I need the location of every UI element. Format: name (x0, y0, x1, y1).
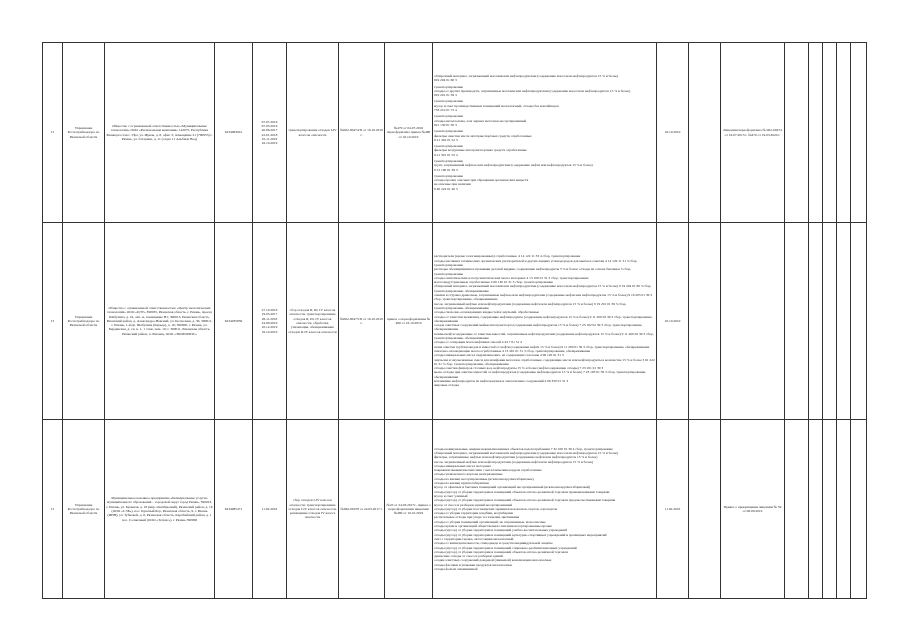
waste-entry: отходы минеральных масел гидравлических, не содержащих галогены 4 06 120 01 31 3 (434, 353, 564, 358)
waste-entry: 919 201 01 39 3 (434, 93, 457, 98)
waste-entry: песок, загрязненный нефтью или нефтепродуктами (содержание нефти или нефтепродуктов 15 % и более) 9 19 201 01 39 3 сбор, транспортирование, обезвреживание (434, 301, 627, 310)
licensee-address: Общество с ограниченной ответственностью «Центр экологических технологий» ООО «ЦЭТ» 390035, Рязанская область, г. Рязань, проезд Шабулина, д. 16, лит. А, помещение Н1; 390013, Рязанская область, Рязанский район, д. Александро-Невский, ул. Колхозная, д. 30, 390011, г. Рязань, 1-й пр. Шабулина (Карьер), д. 16; 390000, г. Рязань, ул. Бердянская, д. 14, к. 1, 1 этаж, пом. 10; г. 390011, Рязанская область, Рязанский район, п. Рязанец, ООО «ЭКОПОЛИС» (105, 223, 215, 420)
waste-entry: обтирочный материал, загрязненный маслами или нефтепродуктами (содержание масел или нефтепродуктов 15 % и более) 9 19 204 01 60 3 сбор, транспортирование, обезвреживание (434, 284, 652, 293)
license-note: Приказ о прекращении лицензии № 59 от 06.09.2019 (721, 420, 785, 599)
waste-entry: отходы от уборки помещений организаций, не загрязненные, малоопасные (434, 519, 546, 524)
waste-entry: отходы от зачистки хранилищ, содержащие нефтепродукты (содержание нефтепродуктов 15 % и более) 9 11 200 02 39 3 сбор, транспортирование, обезвреживание (434, 314, 653, 323)
waste-entry: отходы (мусор) от уборки территории и помещений социально-реабилитационных учреждений (434, 545, 577, 550)
date-entry: 10.12.2019 (261, 325, 278, 330)
waste-entry: транспортирование (434, 158, 463, 163)
waste-entry: шлам очистки трубопроводов и емкостей от нефти (содержание нефти 15 % и более) 9 11 200 01 39 3 сбор, транспортирование, обезвреживание (434, 344, 650, 349)
waste-entry: отходы из жилищ несортированные (исключая крупногабаритные) (434, 476, 534, 481)
date-entry: 20.06.2017 (261, 128, 278, 133)
authority-name: Управление Роспотребнадзора по Рязанской области (63, 420, 105, 599)
date-list (253, 223, 287, 420)
waste-entry: отходы от уборки территории кладбищ, колумбариев (434, 511, 514, 516)
empty-cell (851, 223, 867, 420)
waste-entry: жировые отходы (434, 383, 459, 388)
waste-entry: отходы прочих опасных при обращении органических веществ (434, 178, 529, 183)
waste-entry: отходы из жилищ крупногабаритные (434, 481, 490, 486)
waste-entry: фильтры воздушные автотранспортных средств отработанные (434, 148, 527, 153)
waste-entry: транспортирование (434, 99, 463, 104)
license-number: №062-00475/П от 16.10.2019 г. (339, 223, 385, 420)
waste-entry: отходы металлолома, лом черных металлов несортированный (434, 118, 527, 123)
licensee-address: Муниципальное казенное предприятие «Коммунальные услуги» муниципального образования – городской округ город Рязань, 390023, г. Рязань, ул. Бронная, д. 18 (мкр. Октябрьский), Рязанский район, д. 16 (ООО «СЭБ»), пос. Красный Бор, Рязанская область, 9, г. Рязань (ИНН), ул. Зубковой, д. 6, Рязанская область, Карабайский район, д. 1 пос. Солнечный (ООО «Тетрис»), г. Рязань 390006 (105, 420, 215, 599)
waste-entry: отходы (мусор) от уборки территории и помещений объектов оптово-розничной торговли промышленными товарами (434, 489, 610, 494)
waste-entry: смазочно-охлаждающие масла отработанные 4 13 401 01 31 3 сбор, транспортирование, обезвреживание (434, 348, 591, 353)
table-row (43, 43, 867, 223)
row-type: П (43, 223, 63, 420)
date-entry: 07.03.2016 (261, 123, 278, 128)
waste-entry: отходы коммунальные, жидкие неканализованных объектов водопотребления 7 32 100 01 30 4 сбор, транспортирование (434, 446, 613, 451)
inn-value: 6234085471 (215, 420, 253, 599)
empty-cell (851, 420, 867, 599)
waste-entry: всплывшие нефтепродукты из нефтеловушек и аналогичных сооружений 4 06 350 01 31 3 (434, 379, 569, 383)
waste-entry: отходы синтетических и полусинтетических масел моторных 4 13 100 01 31 3 сбор, транспортирование (434, 275, 589, 280)
waste-entry: отходы очистки фильтров сточных вод, нефтепродукты 15 % и более (нефтесодержащие отходы) 7 23 101 01 39 3 (434, 366, 604, 371)
waste-entry: мусор от сноса и разборки зданий несортированный (434, 502, 513, 507)
activity-type: транспортирование отходов I-IV классов опасности (287, 43, 339, 223)
waste-entry: обтирочный материал, загрязненный маслами или нефтепродуктами (содержание масел или нефтепродуктов 15 % и более) (434, 450, 619, 455)
table-row (43, 420, 867, 599)
waste-entry: масла индустриальные отработанные 4 06 130 01 31 3 сбор, транспортирование (434, 280, 553, 285)
waste-entry: транспортирование (434, 84, 463, 89)
date-entry: 11.02.2016 (261, 506, 278, 511)
waste-entry: отходы минеральных масел моторных (434, 463, 491, 468)
waste-entry: отходы (мусор) от уборки территории и помещений учебно-воспитательных учреждений (434, 528, 568, 533)
waste-entry: мыло-отходы при очистке емкостей от нефтепродуктов (содержание нефтепродуктов 15 % и более) 7 23 103 01 39 3 сбор, транспортирование, обезвреживание (434, 370, 647, 379)
empty-cell (785, 43, 809, 223)
waste-entry: отходы масляных технических органических растворителей и других жидких углеводородов для мытья и очистки 4 14 129 11 31 3 сбор, транспортирование (434, 258, 638, 267)
empty-cell (837, 223, 851, 420)
waste-entry: мусор и смет уличный (434, 493, 468, 498)
empty-cell (689, 43, 721, 223)
waste-entry: растительные отходы при уходе за газонами, цветниками (434, 515, 520, 520)
waste-entry: фильтры, загрязненные нефтью или нефтепродуктами (содержание нефти или нефтепродуктов 15 % и более) (434, 455, 598, 460)
waste-entry: транспортирование (434, 129, 463, 134)
date-entry: 19.05.2017 (261, 312, 278, 317)
waste-list (433, 223, 657, 420)
empty-cell (823, 43, 837, 223)
empty-cell (809, 43, 823, 223)
empty-cell (837, 43, 851, 223)
waste-entry: осадок очистных сооружений мойки автотранспорта (содержание нефтепродуктов 15 % и более) 7 23 102 02 39 3 сбор, транспортирование, обезвреживание (434, 323, 643, 332)
waste-entry: опилки и стружка древесные, загрязненные нефтью или нефтепродуктами (содержание нефти или нефтепродуктов 15 % и более) 9 19 205 01 39 3 сбор, транспортирование, обезвреживание (434, 293, 652, 302)
date-entry: 25.11.2019 (261, 136, 278, 141)
waste-entry: отходы (мусор) от уборки территории и помещений культурно-спортивных учреждений и зрелищных мероприятий (434, 532, 607, 537)
date-entry: 07.07.2016 (261, 119, 278, 124)
empty-cell (785, 223, 809, 420)
license-number: №062-00474/П от 16.10.2019 г. (339, 43, 385, 223)
waste-entry: отходы смазочно-охлаждающих жидкостей и эмульсий, обработанные (434, 310, 539, 315)
date-list (253, 43, 287, 223)
empty-cell (823, 420, 837, 599)
date-list (253, 420, 287, 599)
waste-entry: транспортирование (434, 114, 463, 119)
waste-entry: растворы обезжиривания и промывки деталей жидкие, содержащие нефтепродукты 5 % и более; отходы на основе бензинов 3 сбор, транспортирование (434, 267, 632, 276)
waste-entry: не опасные при наличии (434, 182, 471, 187)
waste-entry: мусор и смет производственных помещений малоопасный, отходы без контейнеров (434, 103, 559, 108)
waste-entry: 9 21 302 01 52 3 (434, 137, 458, 142)
waste-entry: песок, загрязненный нефтью или нефтепродуктами (содержание нефти или нефтепродуктов 15 % и более) (434, 459, 594, 464)
waste-entry: покрышки пневматических шин с металлическим кордом отработанные (434, 468, 542, 473)
inn-value: 6234035859 (215, 223, 253, 420)
waste-entry: отходы фольги алюминиевой (434, 567, 478, 571)
empty-cell (809, 223, 823, 420)
empty-cell (851, 43, 867, 223)
waste-entry: 921 130 01 50 3 (434, 122, 457, 127)
waste-entry: отходы от других производств, загрязненные маслами или нефтепродуктами (содержание масел или нефтепродуктов 15 % и более) (434, 88, 631, 93)
waste-entry: транспортирование (434, 173, 463, 178)
row-type: П (43, 43, 63, 223)
waste-list (433, 43, 657, 223)
waste-entry: отходы (мусор) от уборки территории и помещений объектов оптово-розничной торговли продовольственными товарами (434, 498, 616, 503)
licensee-address: Общество с ограниченной ответственностью «Муниципальные технологии» ООО «Региональная компания» 142075, Республика Башкортостан г. Уфа, ул. Жуков, д. 8, офис 3, помещение 21 (790953) г. Рязань, ул. Гагарина, д. 11 (отдел 11 Альбион Вод) (105, 43, 215, 223)
empty-cell (689, 223, 721, 420)
license-number: №062-00478 от 24.03.2017 г. (339, 420, 385, 599)
table-body (43, 43, 867, 599)
order-reference: №25 от 24.03.2017г., приказ о переоформлении лицензии №480 от 16.10.2019 (385, 420, 433, 599)
empty-cell (823, 223, 837, 420)
waste-entry: грунт, загрязненный нефтью или нефтепродуктами (содержание нефти или нефтепродуктов 15 % и более) (434, 163, 593, 168)
waste-entry: обтирочный материал, загрязненный маслами или нефтепродуктами (содержание масел или нефтепродуктов 15 % и более) (434, 73, 619, 78)
waste-entry: отходы (мусор) от уборки территории и помещений объектов оптово-розничной торговли (434, 549, 568, 554)
waste-entry: растворители (кроме галогенированных) отработанные, 4 14 122 11 33 4 сбор, транспортирование (434, 254, 581, 259)
date-entry: 22.01.2018 (261, 132, 278, 137)
waste-entry: 9 40 224 01 40 3 (434, 186, 458, 191)
waste-entry: отходы упаковочного картона незагрязненные (434, 472, 503, 477)
date-entry: 16.10.2019 (261, 329, 278, 334)
decision-date: 16.10.2019 (657, 223, 689, 420)
waste-entry: отходы кухни и организаций общественного питания несортированные прочие (434, 524, 552, 529)
waste-entry: 9 31 100 01 39 3 (434, 167, 458, 172)
waste-entry: фильтры очистки масла автотранспортных средств отработанные (434, 133, 532, 138)
waste-entry: эмульсии и эмульсионные смеси для шлифовки металлов отработанные, содержащие масла или нефтепродукты в количестве 15 % и более 3 61 222 01 31 3 сбор, транспортирование, обезвреживание (434, 357, 655, 366)
decision-date: 11.02.2016 (657, 420, 689, 599)
row-type: П (43, 420, 63, 599)
waste-list (433, 420, 657, 599)
waste-entry: транспортирование (434, 144, 463, 149)
waste-entry: отходы фасовки и упаковки продуктов малоопасные (434, 562, 513, 567)
license-note: Лицензия переоформлена № 062-00474 от 16.07.2013 г. №470 от 19.03.2020 г. (721, 43, 785, 223)
date-entry: 24.09.2019 (261, 321, 278, 325)
waste-entry: отходы от сепарации маслонефтяных смесей 4 43 7 01 51 4 (434, 340, 522, 345)
empty-cell (785, 420, 809, 599)
inn-value: 6234083041 (215, 43, 253, 223)
waste-entry: осадки очистных сооружений дождевой (ливневой) канализации малоопасные (434, 558, 552, 563)
waste-entry: 919 204 01 60 3 (434, 78, 457, 83)
empty-cell (689, 420, 721, 599)
waste-entry: мусор от офисных и бытовых помещений организаций несортированный (исключая крупногабаритный) (434, 485, 590, 490)
waste-entry: смет с территории гаража, автостоянки малоопасный (434, 536, 514, 541)
activity-type: сбор отходов II, III, IV классов опасности, транспортирование отходов II, III, IV классов опасности, обработка, утилизация, обезвреживание отходов II-IV классов опасности (287, 223, 339, 420)
activity-type: сбор отходов I-IV классов опасности, транспортирование отходов I-IV классов опасности, размещение отходов IV класса опасности (287, 420, 339, 599)
date-entry: 27.10.2016 (261, 308, 278, 313)
empty-cell (837, 420, 851, 599)
date-entry: 16.10.2019 (261, 141, 278, 146)
license-registry-table (42, 42, 867, 599)
decision-date: 16.10.2019 (657, 43, 689, 223)
waste-entry: отходы (мусор) от уборки пассажирских терминалов вокзалов, портов, аэропортов (434, 506, 558, 511)
waste-entry: 733 210 01 72 4 (434, 108, 457, 113)
waste-entry: шламы нефтесодержащие от зачистки емкостей, загрязненных нефтепродуктами (содержание нефтепродуктов 15 % и более) 9 11 200 02 39 3 сбор, транспортирование, обезвреживание (434, 331, 654, 341)
license-note (721, 223, 785, 420)
waste-entry: древесные отходы от сноса и разборки зданий (434, 554, 503, 559)
order-reference: №470 от 04.07.2016 переоформлена приказ №480 от 16.10.2019 (385, 43, 433, 223)
authority-name: Управление Роспотребнадзора по Рязанской области (63, 43, 105, 223)
waste-entry: 9 21 301 01 52 4 (434, 152, 458, 157)
date-entry: 26.11.2018 (261, 316, 278, 321)
empty-cell (809, 420, 823, 599)
order-reference: приказ о переоформлении № 480 от 16.10.2019 (385, 223, 433, 420)
authority-name: Управление Роспотребнадзора по Рязанской области (63, 223, 105, 420)
waste-entry: отходы от жизнедеятельности, спецодежда и средства индивидуальной защиты (434, 541, 553, 546)
table-row (43, 223, 867, 420)
